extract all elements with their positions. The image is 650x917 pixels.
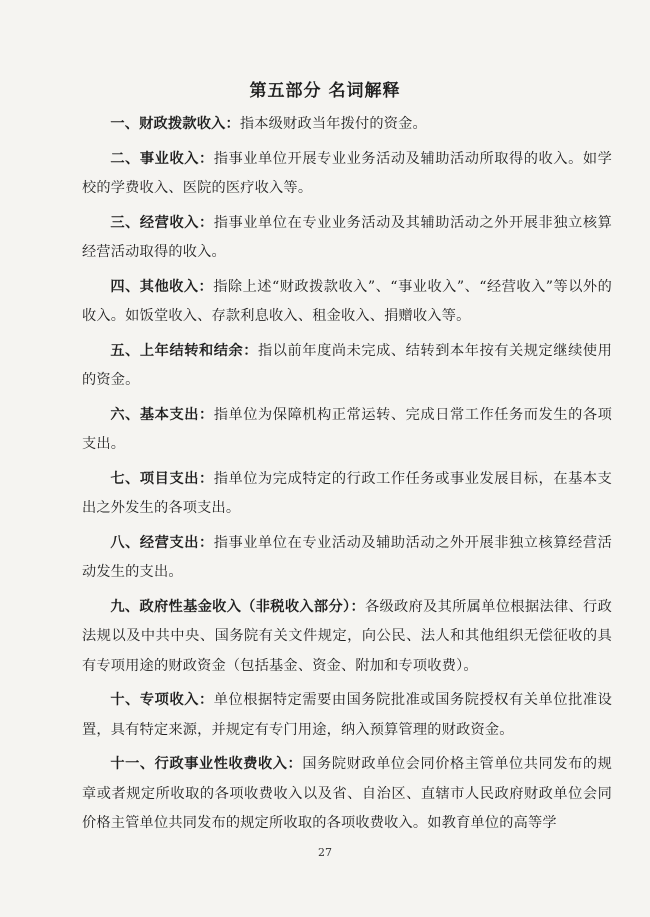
definition-paragraph bbox=[82, 465, 612, 524]
definition-text: 指事业单位开展专业业务活动及辅助活动所取得的收入。如学校的学费收入、医院的医疗收入等。 bbox=[82, 150, 613, 196]
definition-text: 国务院财政单位会同价格主管单位共同发布的规章或者规定所收取的各项收费收入以及省、自治区、直辖市人民政府财政单位会同价格主管单位共同发布的规定所收取的各项收费收入。如教育单位的高等学 bbox=[82, 756, 612, 831]
page-title: 第五部分 名词解释 bbox=[249, 81, 401, 101]
definition-text: 指事业单位在专业活动及辅助活动之外开展非独立核算经营活动发生的支出。 bbox=[82, 534, 613, 580]
definition-paragraph bbox=[82, 686, 612, 745]
definition-term: 五、上年结转和结余： bbox=[110, 342, 259, 359]
definition-paragraph bbox=[82, 750, 612, 839]
definition-term: 十一、行政事业性收费收入： bbox=[110, 756, 303, 772]
definition-text: 指事业单位在专业业务活动及其辅助活动之外开展非独立核算经营活动取得的收入。 bbox=[82, 214, 613, 260]
definition-paragraph bbox=[82, 110, 612, 140]
definition-paragraph bbox=[82, 209, 612, 268]
definition-paragraph bbox=[82, 337, 612, 396]
definition-text: 指单位为完成特定的行政工作任务或事业发展目标，在基本支出之外发生的各项支出。 bbox=[82, 470, 613, 516]
definition-text: 单位根据特定需要由国务院批准或国务院授权有关单位批准设置，具有特定来源，并规定有专门用途，纳入预算管理的财政资金。 bbox=[82, 692, 613, 738]
definitions-list bbox=[82, 110, 612, 844]
definition-paragraph bbox=[82, 529, 612, 588]
definition-paragraph bbox=[82, 145, 612, 204]
definition-term: 三、经营收入： bbox=[110, 214, 214, 231]
definition-paragraph bbox=[82, 273, 612, 332]
definition-term: 十、专项收入： bbox=[110, 692, 214, 708]
definition-text: 各级政府及其所属单位根据法律、行政法规以及中共中央、国务院有关文件规定，向公民、法人和其他组织无偿征收的具有专项用途的财政资金（包括基金、资金、附加和专项收费）。 bbox=[82, 598, 612, 674]
definition-term: 二、事业收入： bbox=[110, 150, 214, 167]
definition-text: 指单位为保障机构正常运转、完成日常工作任务而发生的各项支出。 bbox=[82, 406, 613, 452]
definition-term: 六、基本支出： bbox=[110, 406, 214, 423]
definition-text: 指本级财政当年拨付的资金。 bbox=[239, 116, 427, 132]
definition-term: 七、项目支出： bbox=[110, 470, 214, 487]
definition-term: 一、财政拨款收入： bbox=[110, 116, 240, 132]
definition-text: 指除上述“财政拨款收入”、“事业收入”、“经营收入”等以外的收入。如饭堂收入、存款利息收入、租金收入、捐赠收入等。 bbox=[82, 278, 612, 324]
definition-term: 九、政府性基金收入（非税收入部分）： bbox=[110, 598, 365, 615]
definition-term: 四、其他收入： bbox=[110, 278, 214, 295]
definition-paragraph bbox=[82, 593, 612, 682]
definition-term: 八、经营支出： bbox=[110, 534, 214, 551]
definition-text: 指以前年度尚未完成、结转到本年按有关规定继续使用的资金。 bbox=[82, 342, 612, 388]
definition-paragraph bbox=[82, 401, 612, 460]
page-number: 27 bbox=[318, 846, 332, 859]
